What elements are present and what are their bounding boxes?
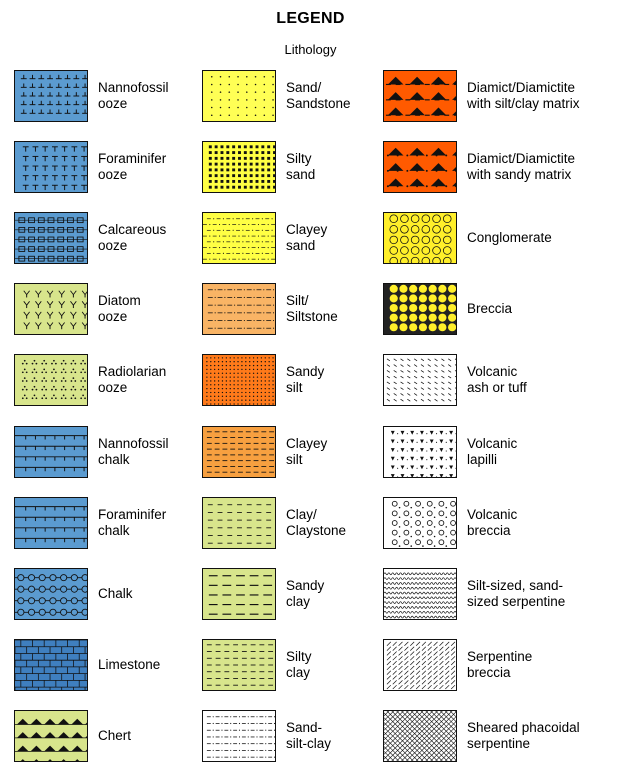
legend-item-diamict-silt	[383, 70, 580, 122]
label-line-2: silt	[286, 451, 303, 467]
swatch-foram-chalk	[14, 497, 88, 549]
swatch-rad-ooze	[14, 354, 88, 406]
label-line-1: Silt-sized, sand-	[467, 577, 564, 593]
label-line-1: Chalk	[98, 585, 133, 601]
label-line-2: ooze	[98, 380, 128, 396]
swatch-nanno-chalk	[14, 426, 88, 478]
label-line-2: Siltstone	[286, 309, 338, 325]
swatch-sandy-silt	[202, 354, 276, 406]
swatch-ash	[383, 354, 457, 406]
legend-item-chert	[14, 710, 131, 762]
label-line-2: breccia	[467, 522, 511, 538]
legend-item-diatom-ooze	[14, 283, 141, 335]
legend-label	[467, 80, 580, 112]
swatch-clayey-sand	[202, 212, 276, 264]
legend-label	[286, 578, 324, 610]
label-line-2: sand	[286, 238, 316, 254]
swatch-sand-silt-clay	[202, 710, 276, 762]
legend-label	[98, 657, 160, 673]
label-line-1: Radiolarian	[98, 364, 167, 380]
legend-label	[467, 649, 532, 681]
legend-label	[98, 436, 169, 468]
label-line-1: Silt/	[286, 293, 309, 309]
swatch-silty-sand	[202, 141, 276, 193]
label-line-1: Sandy	[286, 577, 325, 593]
swatch-nanno-ooze	[14, 70, 88, 122]
label-line-2: sand	[286, 167, 316, 183]
legend-label	[98, 364, 166, 396]
legend-label	[467, 364, 527, 396]
swatch-clayey-silt	[202, 426, 276, 478]
legend-label	[467, 720, 580, 752]
label-line-1: Volcanic	[467, 364, 518, 380]
legend-item-silty-clay	[202, 639, 312, 691]
label-line-1: Sand/	[286, 80, 322, 95]
label-line-1: Limestone	[98, 656, 161, 672]
legend-label	[286, 151, 315, 183]
label-line-1: Clay/	[286, 506, 317, 522]
legend-item-sand	[202, 70, 351, 122]
swatch-serp-silt	[383, 568, 457, 620]
legend-label	[98, 151, 166, 183]
label-line-2: serpentine	[467, 735, 531, 751]
label-line-1: Serpentine	[467, 648, 533, 664]
label-line-1: Chert	[98, 727, 132, 743]
legend-item-serp-silt	[383, 568, 565, 620]
legend-item-sand-silt-clay	[202, 710, 331, 762]
legend-label	[286, 80, 351, 112]
label-line-2: with silt/clay matrix	[467, 96, 580, 111]
legend-label	[467, 230, 552, 246]
label-line-1: Sandy	[286, 364, 325, 380]
label-line-1: Clayey	[286, 222, 328, 238]
label-line-1: Breccia	[467, 301, 513, 317]
swatch-sand	[202, 70, 276, 122]
legend-label	[467, 151, 575, 183]
label-line-2: chalk	[98, 522, 130, 538]
label-line-1: Foraminifer	[98, 151, 167, 167]
swatch-breccia	[383, 283, 457, 335]
legend-item-breccia	[383, 283, 512, 335]
label-line-1: Volcanic	[467, 506, 518, 522]
label-line-1: Volcanic	[467, 435, 518, 451]
legend-item-silty-sand	[202, 141, 315, 193]
legend-item-silt	[202, 283, 338, 335]
legend-label	[98, 293, 141, 325]
label-line-1: Calcareous	[98, 222, 167, 238]
legend-label	[98, 728, 131, 744]
legend-item-sandy-silt	[202, 354, 324, 406]
label-line-1: Silty	[286, 648, 312, 664]
legend-item-diamict-sand	[383, 141, 575, 193]
legend-label	[467, 436, 517, 468]
label-line-2: silt-clay	[286, 735, 332, 751]
legend-label	[98, 586, 133, 602]
label-line-2: ooze	[98, 309, 128, 325]
label-line-2: ash or tuff	[467, 380, 527, 396]
label-line-2: clay	[286, 664, 311, 680]
legend-item-foram-ooze	[14, 141, 166, 193]
legend-item-chalk	[14, 568, 133, 620]
label-line-2: ooze	[98, 96, 128, 111]
label-line-1: Silty	[286, 151, 312, 167]
legend-label	[467, 301, 512, 317]
label-line-1: Diatom	[98, 293, 141, 309]
legend-label	[286, 507, 346, 539]
label-line-2: breccia	[467, 664, 511, 680]
label-line-2: clay	[286, 593, 311, 609]
label-line-1: Nannofossil	[98, 435, 169, 451]
legend-label	[286, 436, 327, 468]
legend-item-serp-breccia	[383, 639, 532, 691]
label-line-2: Sandstone	[286, 96, 351, 111]
label-line-1: Diamict/Diamictite	[467, 80, 576, 95]
legend-label	[98, 222, 166, 254]
legend-item-foram-chalk	[14, 497, 166, 549]
swatch-sandy-clay	[202, 568, 276, 620]
label-line-1: Nannofossil	[98, 80, 169, 95]
swatch-lapilli	[383, 426, 457, 478]
label-line-1: Sand-	[286, 719, 323, 735]
label-line-1: Conglomerate	[467, 230, 552, 246]
legend-label	[98, 80, 169, 112]
legend-item-sheared	[383, 710, 580, 762]
label-line-1: Sheared phacoidal	[467, 719, 580, 735]
swatch-diamict-silt	[383, 70, 457, 122]
label-line-2: chalk	[98, 451, 130, 467]
legend-label	[286, 720, 331, 752]
swatch-foram-ooze	[14, 141, 88, 193]
swatch-diamict-sand	[383, 141, 457, 193]
legend-label	[286, 649, 312, 681]
label-line-1: Foraminifer	[98, 506, 167, 522]
swatch-sheared	[383, 710, 457, 762]
label-line-1: Diamict/Diamictite	[467, 151, 576, 167]
legend-label	[467, 507, 517, 539]
label-line-2: with sandy matrix	[467, 167, 572, 183]
swatch-silt	[202, 283, 276, 335]
label-line-2: lapilli	[467, 451, 498, 467]
legend-item-nanno-ooze	[14, 70, 169, 122]
label-line-1: Clayey	[286, 435, 328, 451]
legend-item-conglomerate	[383, 212, 552, 264]
swatch-limestone	[14, 639, 88, 691]
legend-item-clayey-sand	[202, 212, 327, 264]
legend-item-clay	[202, 497, 346, 549]
swatch-calc-ooze	[14, 212, 88, 264]
legend-label	[286, 222, 327, 254]
label-line-2: sized serpentine	[467, 593, 566, 609]
swatch-conglomerate	[383, 212, 457, 264]
legend-label	[467, 578, 565, 610]
label-line-2: silt	[286, 380, 303, 396]
legend-item-v-breccia	[383, 497, 517, 549]
legend-item-rad-ooze	[14, 354, 166, 406]
label-line-2: ooze	[98, 238, 128, 254]
legend-label	[286, 364, 324, 396]
legend-item-clayey-silt	[202, 426, 327, 478]
legend-item-nanno-chalk	[14, 426, 169, 478]
legend-label	[98, 507, 166, 539]
legend-item-calc-ooze	[14, 212, 166, 264]
label-line-2: Claystone	[286, 522, 347, 538]
swatch-silty-clay	[202, 639, 276, 691]
legend-item-lapilli	[383, 426, 517, 478]
legend-item-sandy-clay	[202, 568, 324, 620]
legend-subtitle: Lithology	[284, 42, 337, 57]
legend-item-ash	[383, 354, 527, 406]
swatch-serp-breccia	[383, 639, 457, 691]
legend-item-limestone	[14, 639, 160, 691]
swatch-v-breccia	[383, 497, 457, 549]
label-line-2: ooze	[98, 167, 128, 183]
swatch-clay	[202, 497, 276, 549]
swatch-chalk	[14, 568, 88, 620]
swatch-diatom-ooze	[14, 283, 88, 335]
legend-title: LEGEND	[276, 10, 345, 27]
legend-label	[286, 293, 338, 325]
swatch-chert	[14, 710, 88, 762]
